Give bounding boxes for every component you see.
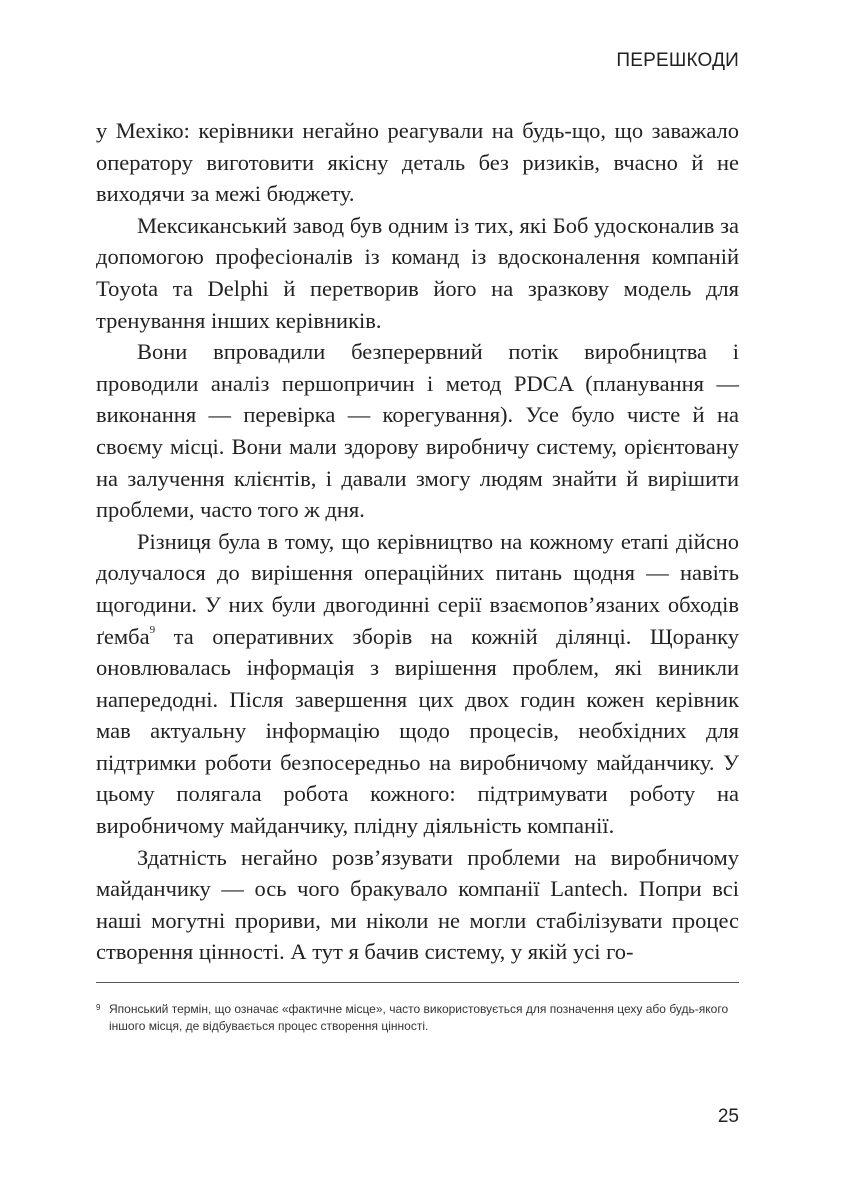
paragraph-4-part-1: Різниця була в тому, що керівництво на кожному етапі дійсно долучалося до вирішення операційних питань щодня — навіть щогодини. У них були двогодинні серії взаємопов’язаних обходів ґемба	[96, 528, 739, 649]
footnote	[96, 1001, 739, 1035]
paragraph-5: Здатність негайно розв’язувати проблеми на виробничому майданчику — ось чого бракувало компанії Lantech. Попри всі наші могутні прориви, ми ніколи не могли стабілізувати процес створення цінності. А тут я бачив систему, у якій усі го-	[96, 844, 739, 965]
paragraph-4	[96, 526, 739, 842]
paragraph-2: Мексиканський завод був одним із тих, які Боб удосконалив за допомогою професіоналів із команд із вдосконалення компаній Toyota та Delphi й перетворив його на зразкову модель для тренування інших керівників.	[96, 212, 739, 333]
running-header: ПЕРЕШКОДИ	[616, 50, 739, 71]
paragraph-1: у Мехіко: керівники негайно реагували на будь-що, що заважало оператору виготовити якісну деталь без ризиків, вчасно й не виходячи за межі бюджету.	[96, 118, 739, 207]
footnote-divider	[96, 982, 739, 983]
paragraph-4-part-2: та оперативних зборів на кожній ділянці. Щоранку оновлювалась інформація з вирішення проблем, які виникли напередодні. Після завершення цих двох годин кожен керівник мав актуальну інформацію щодо процесів, необхідних для підтримки роботи безпосередньо на виробничому майданчику. У цьому полягала робота кожного: підтримувати роботу на виробничому майданчику, плідну діяльність компанії.	[96, 623, 739, 839]
footnote-text: Японський термін, що означає «фактичне місце», часто використовується для позначення цеху або будь-якого іншого місця, де відбувається процес створення цінності.	[109, 1002, 729, 1033]
body-text	[96, 115, 739, 968]
page-number: 25	[717, 1106, 739, 1127]
footnote-reference[interactable]: 9	[149, 624, 156, 636]
paragraph-3: Вони впровадили безперервний потік виробництва і проводили аналіз першопричин і метод PDCA (планування — виконання — перевірка — корегування). Усе було чисте й на своєму місці. Вони мали здорову виробничу систему, орієнтовану на залучення клієнтів, і давали змогу людям знайти й вирішити проблеми, часто того ж дня.	[96, 339, 739, 523]
footnote-number: 9	[96, 1003, 101, 1012]
